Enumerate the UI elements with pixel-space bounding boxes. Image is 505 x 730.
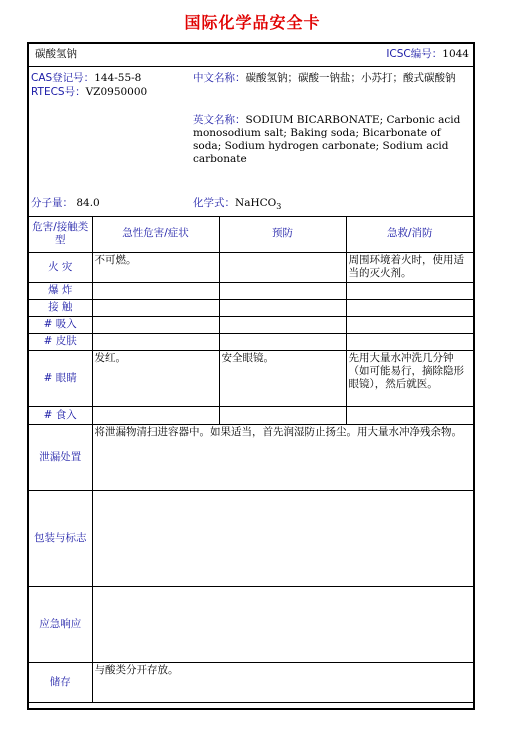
row-symptom: 不可燃。 — [92, 252, 219, 282]
cas-label: CAS登记号： — [31, 72, 95, 84]
row-type: # 皮肤 — [29, 333, 92, 350]
row-type: 火 灾 — [29, 252, 92, 282]
table-row-skin — [29, 333, 473, 350]
section-text — [92, 490, 473, 586]
formula-subscript: 3 — [276, 202, 282, 212]
row-type: # 吸入 — [29, 316, 92, 333]
table-row-ingestion — [29, 406, 473, 424]
formula-line — [193, 197, 393, 213]
header-aid: 急救/消防 — [346, 216, 473, 252]
row-aid: 周围环境着火时，使用适当的灭火剂。 — [346, 252, 473, 282]
section-spill — [29, 424, 473, 490]
chinese-name-label: 中文名称： — [193, 72, 246, 84]
section-text: 与酸类分开存放。 — [92, 662, 473, 702]
row-prevention — [219, 282, 346, 299]
row-type: 爆 炸 — [29, 282, 92, 299]
table-row-explosion — [29, 282, 473, 299]
formula-label: 化学式： — [193, 197, 235, 209]
row-symptom: 发红。 — [92, 350, 219, 406]
header-prevention: 预防 — [219, 216, 346, 252]
chinese-name-value: 碳酸氢钠；碳酸一钠盐；小苏打；酸式碳酸钠 — [245, 72, 456, 84]
rtecs-line — [31, 86, 191, 99]
card-header — [29, 44, 473, 67]
safety-card — [27, 42, 475, 710]
molecular-weight-value: 84.0 — [76, 197, 100, 209]
section-storage — [29, 662, 473, 702]
section-label: 泄漏处置 — [29, 424, 92, 490]
section-packaging — [29, 490, 473, 586]
icsc-label: ICSC编号： — [386, 48, 443, 60]
row-symptom — [92, 333, 219, 350]
row-aid: 先用大量水冲洗几分钟（如可能易行，摘除隐形眼镜），然后就医。 — [346, 350, 473, 406]
table-row-fire — [29, 252, 473, 282]
row-symptom — [92, 406, 219, 424]
row-type: # 食入 — [29, 406, 92, 424]
rtecs-value: VZ0950000 — [85, 86, 148, 98]
section-text — [92, 586, 473, 662]
card-title: 国际化学品安全卡 — [184, 13, 321, 32]
row-prevention — [219, 299, 346, 316]
molecular-weight-line — [31, 197, 181, 210]
rtecs-label: RTECS号： — [31, 86, 86, 98]
header-symptom: 急性危害/症状 — [92, 216, 219, 252]
icsc-number — [386, 48, 469, 61]
cas-line — [31, 72, 191, 85]
section-label: 储存 — [29, 662, 92, 702]
hazard-table — [29, 216, 473, 703]
section-label: 包装与标志 — [29, 490, 92, 586]
identification-section — [29, 66, 473, 217]
table-row-eyes — [29, 350, 473, 406]
english-name-value: SODIUM BICARBONATE; Carbonic acid monosodium salt; Baking soda; Bicarbonate of soda; Sodium hydrogen carbonate; Sodium acid carbonate — [193, 114, 461, 165]
english-name-line — [193, 114, 465, 166]
table-header-row — [29, 216, 473, 252]
section-label: 应急响应 — [29, 586, 92, 662]
row-symptom — [92, 299, 219, 316]
molecular-weight-label: 分子量： — [31, 197, 73, 209]
row-prevention: 安全眼镜。 — [219, 350, 346, 406]
chemical-name: 碳酸氢钠 — [35, 48, 77, 60]
cas-value: 144-55-8 — [94, 72, 142, 84]
row-type: # 眼睛 — [29, 350, 92, 406]
row-aid — [346, 316, 473, 333]
row-prevention — [219, 316, 346, 333]
chinese-name-line — [193, 72, 465, 85]
row-type: 接 触 — [29, 299, 92, 316]
section-text: 将泄漏物清扫进容器中。如果适当，首先润湿防止扬尘。用大量水冲净残余物。 — [92, 424, 473, 490]
formula-value: NaHCO — [235, 197, 277, 209]
row-symptom — [92, 316, 219, 333]
row-symptom — [92, 282, 219, 299]
row-prevention — [219, 333, 346, 350]
row-aid — [346, 282, 473, 299]
row-aid — [346, 406, 473, 424]
english-name-label: 英文名称： — [193, 114, 246, 126]
section-emergency — [29, 586, 473, 662]
row-aid — [346, 333, 473, 350]
header-type: 危害/接触类型 — [29, 216, 92, 252]
row-aid — [346, 299, 473, 316]
row-prevention — [219, 252, 346, 282]
table-row-contact — [29, 299, 473, 316]
table-row-inhalation — [29, 316, 473, 333]
icsc-value: 1044 — [442, 48, 469, 60]
row-prevention — [219, 406, 346, 424]
